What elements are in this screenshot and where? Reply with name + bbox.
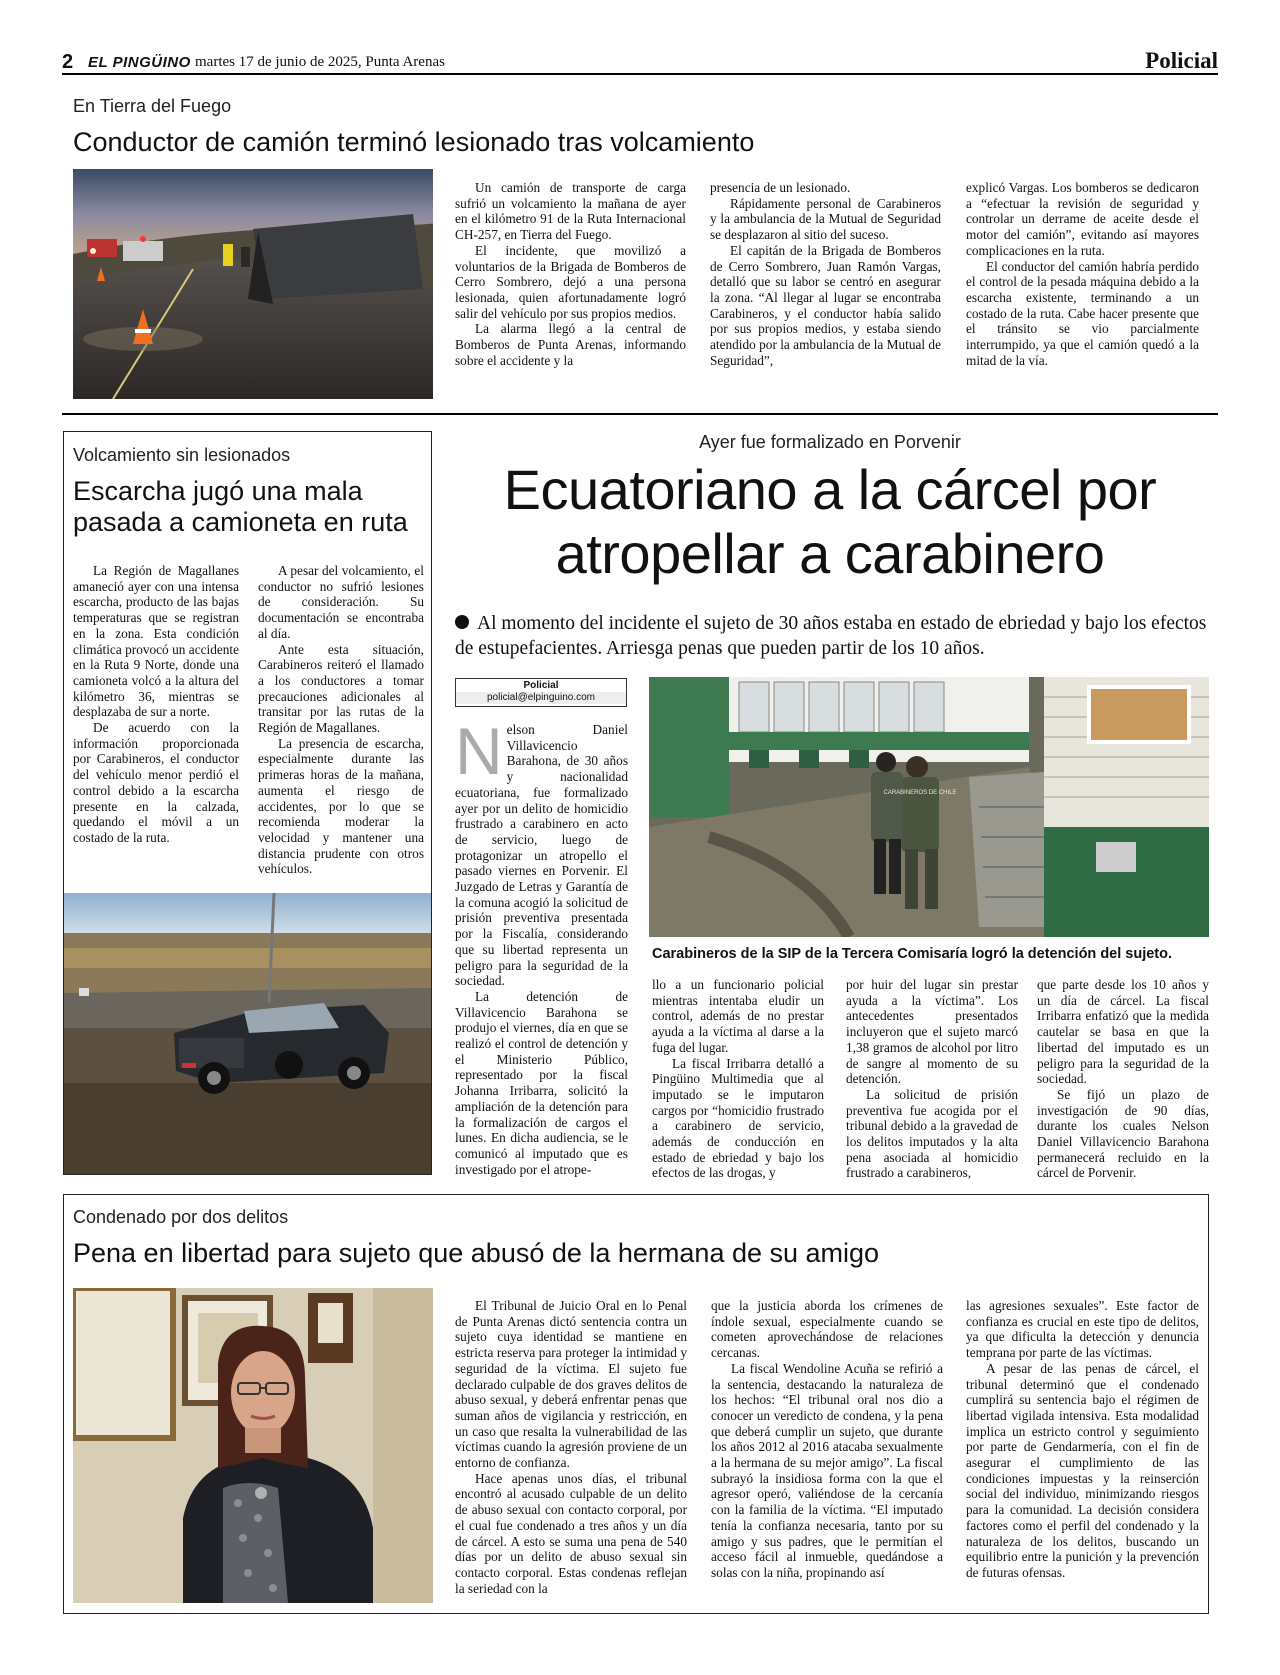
- story2-kicker: Volcamiento sin lesionados: [73, 445, 291, 465]
- paragraph: que la justicia aborda los crímenes de índole sexual, especialmente cuando se cometen aprovechándose de relaciones cercanas.: [711, 1298, 943, 1361]
- story3-kicker: Ayer fue formalizado en Porvenir: [699, 432, 961, 452]
- paragraph: Se fijó un plazo de investigación de 90 días, durante los cuales Nelson Daniel Villavicencio Barahona permanecerá recluido en la cárcel de Porvenir.: [1037, 1086, 1209, 1181]
- story3-col1: [455, 714, 628, 1177]
- paragraph: La presencia de escarcha, especialmente durante las primeras horas de la mañana, aumenta el riesgo de accidentes, por lo que se recomienda moderar la velocidad y mantener una distancia prudente con otros vehículos.: [258, 735, 424, 877]
- story1-col3: [966, 180, 1199, 368]
- photo-caption: Carabineros de la SIP de la Tercera Comisaría logró la detención del sujeto.: [652, 946, 1173, 962]
- section-divider: [62, 413, 1218, 415]
- paragraph: La solicitud de prisión preventiva fue acogida por el tribunal debido a la gravedad de los delitos imputados y la alta pena asociada al homicidio frustrado a carabineros,: [846, 1086, 1018, 1181]
- paragraph: La alarma llegó a la central de Bomberos de Punta Arenas, informando sobre el accidente y la: [455, 321, 686, 368]
- story3-deck: [455, 611, 1215, 661]
- paragraph: llo a un funcionario policial mientras intentaba eludir un control, además de no prestar ayuda a la víctima al darse a la fuga del lugar.: [652, 977, 824, 1055]
- section-title: Policial: [1145, 48, 1218, 73]
- deck-text: Al momento del incidente el sujeto de 30 años estaba en estado de ebriedad y bajo los efectos de estupefacientes. Arriesga penas que pueden partir de los 10 años.: [455, 613, 1207, 659]
- story4-kicker: Condenado por dos delitos: [73, 1207, 289, 1227]
- story3-col2: [652, 977, 824, 1181]
- photo-vest-text: CARABINEROS DE CHILE: [883, 790, 957, 796]
- story4-col2: [711, 1298, 943, 1581]
- prosecutor-photo: [73, 1288, 433, 1603]
- arrest-photo: [649, 677, 1209, 937]
- paragraph: Rápidamente personal de Carabineros y la ambulancia de la Mutual de Seguridad se desplazaron al sitio del suceso.: [710, 195, 941, 243]
- story2-headline: Escarcha jugó una mala pasada a camioneta en ruta: [73, 476, 408, 537]
- paragraph: Un camión de transporte de carga sufrió un volcamiento la mañana de ayer en el kilómetro 91 de la Ruta Internacional CH-257, en Tierra del Fuego.: [455, 180, 686, 243]
- story3-headline: Ecuatoriano a la cárcel por atropellar a carabinero: [503, 458, 1157, 585]
- paragraph: A pesar de las penas de cárcel, el tribunal determinó que el condenado cumplirá su sentencia bajo el régimen de libertad vigilada intensiva. Esta modalidad implica un estricto control y seguimiento por parte de Gendarmería, con el fin de asegurar el cumplimiento de las condiciones impuestas y la reinserción social del individuo, minimizando riesgos para la comunidad. La decisión considera factores como el perfil del condenado y la naturaleza de los delitos, buscando un equilibrio entre la punición y la prevención de futuras ofensas.: [966, 1360, 1199, 1580]
- header-rule: [62, 73, 1218, 75]
- paragraph: Ante esta situación, Carabineros reiteró el llamado a los conductores a tomar precauciones adicionales al transitar por las rutas de la Región de Magallanes.: [258, 641, 424, 736]
- paragraph: que parte desde los 10 años y un día de cárcel. La fiscal Irribarra enfatizó que la medida cautelar se basa en que la libertad del imputado es un peligro para la seguridad de la sociedad.: [1037, 977, 1209, 1087]
- section-tag: [455, 678, 627, 707]
- newspaper-logo: EL PINGÜINO: [88, 54, 191, 71]
- bullet-icon: [455, 615, 469, 629]
- paragraph: La fiscal Wendoline Acuña se refirió a la sentencia, destacando la naturaleza de los hechos: “El tribunal oral nos dio a conocer un veredicto de condena, y la pena que deberá cumplir un sujeto, que durante los años 2012 al 2016 atacaba sexualmente a la hermana de su mejor amigo”. La fiscal subrayó la insidiosa forma con la que el agresor operó, valiéndose de la cercanía con la familia de la víctima. “El imputado tenía la confianza necesaria, tanto por su amigo y sus padres, que le permitían el acceso fácil al inmueble, quedándose a solas con la niña, propinando así: [711, 1360, 943, 1580]
- paragraph: El conductor del camión habría perdido el control de la pesada máquina debido a la escarcha existente, terminando a un costado de la ruta. Cabe hacer presente que el tránsito se vio parcialmente interrumpido, ya que el camión quedó a la mitad de la vía.: [966, 258, 1199, 368]
- lead-paragraph: Nelson Daniel Villavicencio Barahona, de 30 años y nacionalidad ecuatoriana, fue formalizado ayer por un delito de homicidio frustrado a carabinero en acto de servicio, luego de protagonizar un atropello el pasado viernes en Porvenir. El Juzgado de Letras y Garantía de la comuna acogió la solicitud de prisión preventiva presentada por la Fiscalía, considerando que su libertad representa un peligro para la seguridad de la sociedad.: [455, 714, 628, 989]
- paragraph: El Tribunal de Juicio Oral en lo Penal de Punta Arenas dictó sentencia contra un sujeto cuya identidad se mantiene en estricta reserva para proteger la intimidad y seguridad de la víctima. El sujeto fue declarado culpable de dos graves delitos de abuso sexual, y deberá enfrentar penas que suman años de vigilancia y restricción, en un caso que resalta la vulnerabilidad de las víctimas cuando la agresión proviene de un entorno de confianza.: [455, 1298, 687, 1471]
- paragraph: explicó Vargas. Los bomberos se dedicaron a “efectuar la revisión de seguridad y controlar un derrame de aceite desde el motor del camión”, evitando así mayores complicaciones en la ruta.: [966, 180, 1199, 258]
- paragraph: Hace apenas unos días, el tribunal encontró al acusado culpable de un delito de abuso sexual con contacto corporal, por el cual fue condenado a tres años y un día de cárcel. A esto se suma una pena de 540 días por un delito de abuso sexual sin contacto corporal. Estas condenas reflejan la seriedad con la: [455, 1470, 687, 1596]
- story3-col3: [846, 977, 1018, 1181]
- paragraph: De acuerdo con la información proporcionada por Carabineros, el conductor del vehículo menor perdió el control debido a la escarcha presente en la calzada, quedando el móvil a un costado de la ruta.: [73, 720, 239, 845]
- tag-section: Policial: [523, 680, 559, 691]
- story2-col1: [73, 563, 239, 846]
- story4-headline: Pena en libertad para sujeto que abusó de la hermana de su amigo: [73, 1238, 880, 1268]
- story1-col2: [710, 180, 941, 368]
- date-line: martes 17 de junio de 2025, Punta Arenas: [195, 54, 445, 70]
- story1-kicker: En Tierra del Fuego: [73, 96, 232, 116]
- tag-email[interactable]: policial@elpinguino.com: [456, 692, 626, 704]
- paragraph: las agresiones sexuales”. Este factor de confianza es crucial en este tipo de delitos, ya que dificulta la detección y denuncia temprana por parte de las víctimas.: [966, 1298, 1199, 1361]
- story3-col4: [1037, 977, 1209, 1181]
- paragraph: El incidente, que movilizó a voluntarios de la Brigada de Bomberos de Cerro Sombrero, dejó a una persona lesionada, quien afortunadamente logró salir del vehículo por sus propios medios.: [455, 242, 686, 321]
- story4-col1: [455, 1298, 687, 1596]
- story1-headline: Conductor de camión terminó lesionado tras volcamiento: [73, 127, 755, 157]
- paragraph: La fiscal Irribarra detalló a Pingüino Multimedia que al imputado se le imputaron cargos por “homicidio frustrado a carabinero de servicio, además de conducción en estado de ebriedad y bajo los efectos de las drogas, y: [652, 1055, 824, 1181]
- truck-accident-photo: [73, 169, 433, 399]
- story4-col3: [966, 1298, 1199, 1581]
- paragraph: por huir del lugar sin prestar ayuda a la víctima”. Los antecedentes presentados incluyeron que el sujeto marcó 1,38 gramos de alcohol por litro de sangre al momento de su detención.: [846, 977, 1018, 1087]
- pickup-rollover-photo: [64, 893, 431, 1174]
- paragraph: presencia de un lesionado.: [710, 180, 851, 195]
- paragraph: La detención de Villavicencio Barahona se produjo el viernes, día en que se realizó el control de detención y el Ministerio Público, representado por la fiscal Johanna Irribarra, solicitó la ampliación de la detención para la formalización de cargos el lunes. En dicha audiencia, se le comunicó al imputado que es investigado por el atrope-: [455, 988, 628, 1177]
- paragraph: La Región de Magallanes amaneció ayer con una intensa escarcha, producto de las bajas temperaturas que se registran en la zona. Esta condición climática provocó un accidente en la Ruta 9 Norte, donde una camioneta volcó a la altura del kilómetro 36, mientras se desplazaba de sur a norte.: [73, 563, 239, 720]
- story1-col1: [455, 180, 686, 368]
- paragraph: El capitán de la Brigada de Bomberos de Cerro Sombrero, Juan Ramón Vargas, detalló que su labor se centró en asegurar la zona. “Al llegar al lugar se encontraba Carabineros, y el conductor había salido por sus propios medios, y estaba siendo atendido por la ambulancia de la Mutual de Seguridad”,: [710, 242, 941, 368]
- story2-col2: [258, 563, 424, 877]
- page-number: 2: [62, 51, 74, 73]
- paragraph: A pesar del volcamiento, el conductor no sufrió lesiones de consideración. Su documentación se encontraba al día.: [258, 563, 424, 641]
- dropcap: N: [455, 714, 503, 788]
